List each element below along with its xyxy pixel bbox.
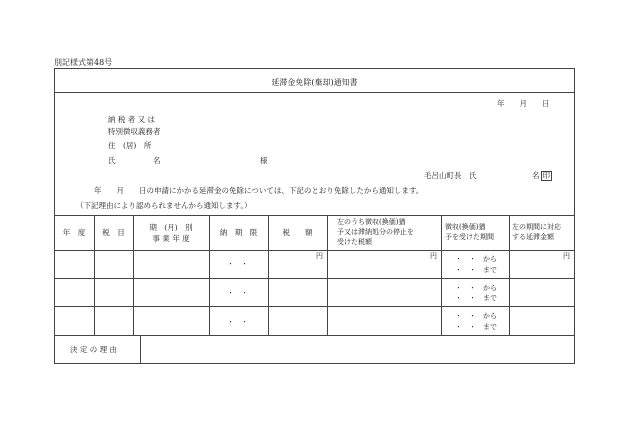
yen-mark: 円: [563, 252, 570, 260]
col-line-7: [509, 215, 510, 335]
header-kikan2-line2: 予を受けた期間: [445, 233, 494, 241]
header-enti-line1: 左の期間に対応: [512, 223, 561, 231]
period-from: ・ ・ から: [455, 284, 497, 292]
note-text: （下記理由により認められませんから通知します。）: [76, 201, 252, 210]
header-kikan-line2: 事 業 年 度: [152, 234, 190, 243]
period-to: ・ ・ まで: [455, 294, 497, 302]
due-date-dots: ・ ・: [227, 260, 248, 268]
form-number: 別記様式第48号: [54, 58, 113, 67]
header-nouki: 納 期 限: [219, 228, 258, 237]
period-from: ・ ・ から: [455, 312, 497, 320]
issuer-mayor: 毛呂山町長 氏: [424, 171, 477, 180]
col-line-5: [327, 215, 328, 335]
honorific-sama: 様: [260, 156, 268, 165]
reason-label: 決 定 の 理 由: [70, 345, 118, 354]
col-line-6: [441, 215, 442, 335]
yen-mark: 円: [316, 252, 323, 260]
yen-mark: 円: [430, 252, 437, 260]
addressee-line1: 納 税 者 又 は: [108, 115, 156, 124]
seal-mark: 印: [542, 171, 550, 180]
reason-divider: [140, 335, 141, 364]
name-label: 氏 名: [108, 156, 161, 165]
title-divider: [54, 92, 575, 93]
document-title: 延滞金免除(棄却)通知書: [271, 78, 358, 87]
header-chouyu-line2: 予又は滞納処分の停止を: [337, 228, 414, 236]
issuer-name-seal: [532, 171, 552, 181]
body-text: 年 月 日の申請にかかる延滞金の免除については、下記のとおり免除したから通知します。: [94, 186, 424, 195]
due-date-dots: ・ ・: [227, 318, 248, 326]
issue-date: 年 月 日: [497, 99, 550, 108]
header-zeigaku: 税 額: [282, 228, 313, 237]
header-chouyu-line3: 受けた税額: [337, 238, 372, 246]
header-enti-line2: する延滞金額: [512, 233, 554, 241]
header-kikan-line1: 期 (月) 別: [149, 223, 193, 232]
header-zeimoku: 税 目: [102, 228, 125, 237]
addressee-line2: 特別徴収義務者: [108, 127, 161, 136]
header-nendo: 年 度: [62, 228, 86, 237]
address-label: 住 (居) 所: [108, 141, 152, 150]
period-to: ・ ・ まで: [455, 323, 497, 331]
due-date-dots: ・ ・: [227, 289, 248, 297]
issuer-name-suffix: 名: [532, 171, 540, 180]
table-row3-line: [54, 335, 575, 336]
col-line-2: [133, 215, 134, 335]
header-kikan2-line1: 徴収(換価)猶: [445, 223, 486, 231]
period-from: ・ ・ から: [455, 255, 497, 263]
period-to: ・ ・ まで: [455, 266, 497, 274]
header-chouyu-line1: 左のうち徴収(換価)猶: [337, 218, 406, 226]
